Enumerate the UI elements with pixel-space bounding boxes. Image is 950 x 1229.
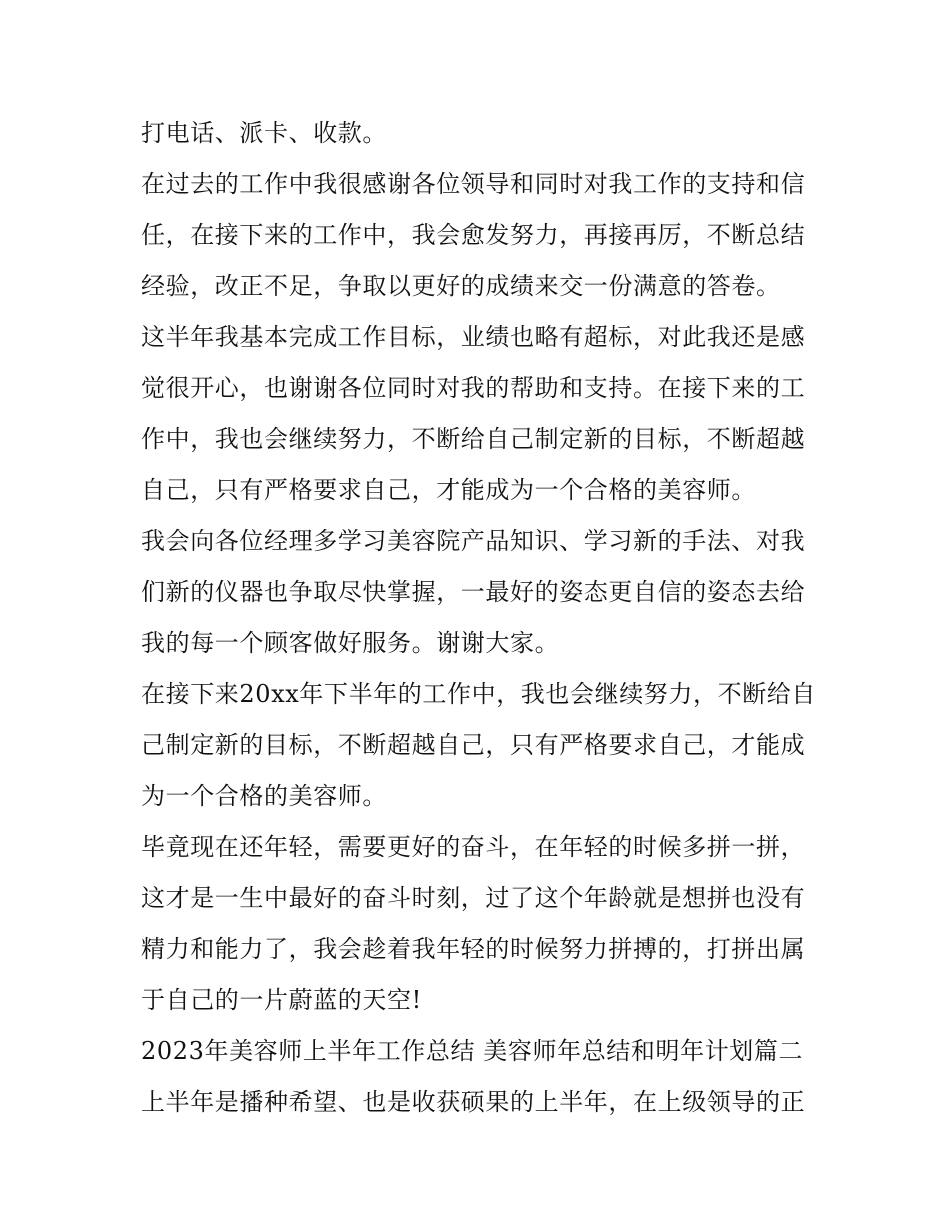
paragraph-5: 在接下来20xx年下半年的工作中，我也会继续努力，不断给自己制定新的目标，不断超越自己，只有严格要求自己，才能成为一个合格的美容师。 xyxy=(141,680,817,810)
paragraph-4: 我会向各位经理多学习美容院产品知识、学习新的手法、对我们新的仪器也争取尽快掌握，一最好的姿态更自信的姿态去给我的每一个顾客做好服务。谢谢大家。 xyxy=(141,527,806,657)
paragraph-7: 上半年是播种希望、也是收获硕果的上半年，在上级领导的正 xyxy=(141,1088,806,1116)
paragraph-1: 打电话、派卡、收款。 xyxy=(141,119,387,147)
paragraph-2: 在过去的工作中我很感谢各位领导和同时对我工作的支持和信任，在接下来的工作中，我会愈发努力，再接再厉，不断总结经验，改正不足，争取以更好的成绩来交一份满意的答卷。 xyxy=(141,170,806,300)
paragraph-6: 毕竟现在还年轻，需要更好的奋斗，在年轻的时候多拼一拼，这才是一生中最好的奋斗时刻，过了这个年龄就是想拼也没有精力和能力了，我会趁着我年轻的时候努力拼搏的，打拼出属于自己的一片蔚蓝的天空! xyxy=(141,833,806,1014)
section-heading: 2023年美容师上半年工作总结 美容师年总结和明年计划篇二 xyxy=(141,1037,804,1065)
paragraph-3: 这半年我基本完成工作目标，业绩也略有超标，对此我还是感觉很开心，也谢谢各位同时对我的帮助和支持。在接下来的工作中，我也会继续努力，不断给自己制定新的目标，不断超越自己，只有严格要求自己，才能成为一个合格的美容师。 xyxy=(141,323,806,504)
